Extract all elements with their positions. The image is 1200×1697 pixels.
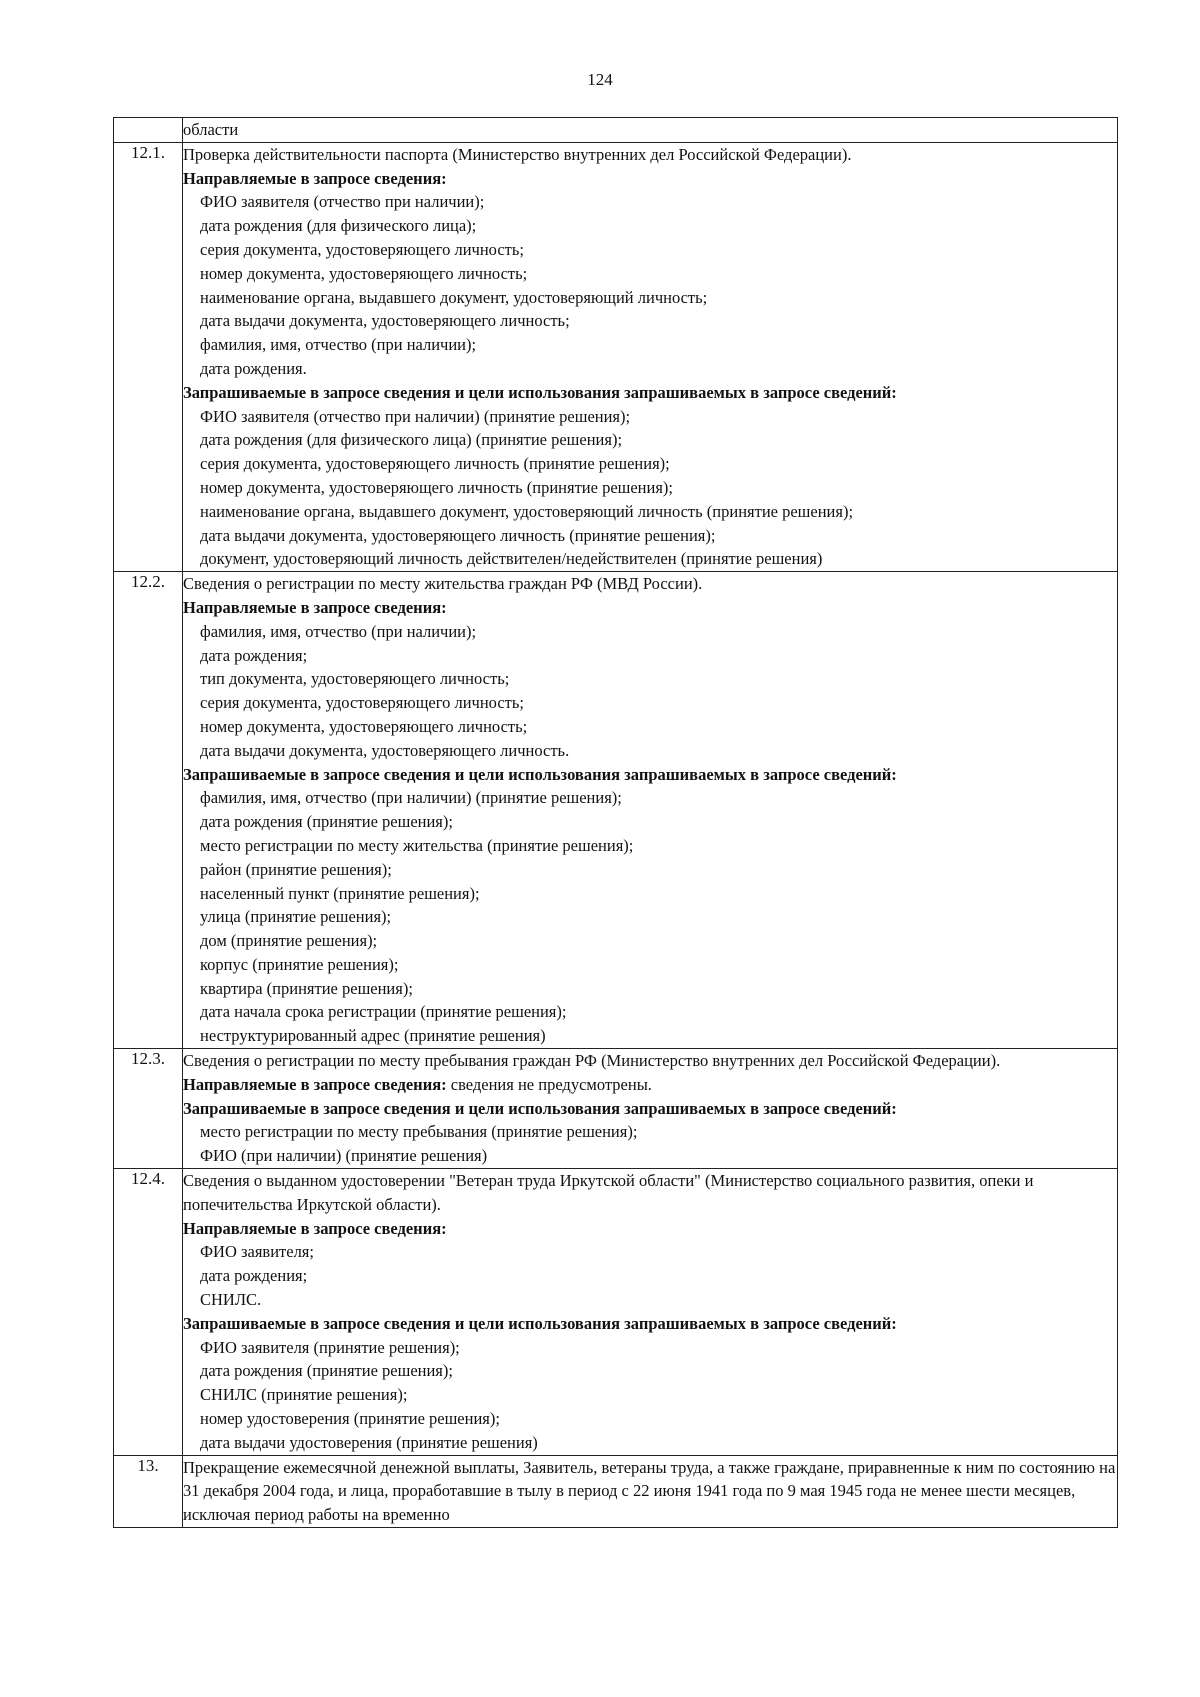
text-line (183, 190, 1117, 214)
line-text: номер документа, удостоверяющего личность; (200, 263, 528, 283)
row-content-cell (183, 1049, 1118, 1169)
line-text: дата рождения; (200, 645, 308, 665)
bold-label: Запрашиваемые в запросе сведения и цели использования запрашиваемых в запросе сведений: (183, 1313, 897, 1333)
line-text: неструктурированный адрес (принятие решения) (200, 1026, 546, 1046)
line-text: ФИО заявителя (отчество при наличии); (200, 192, 485, 212)
text-line (183, 1073, 1117, 1097)
table-row (114, 572, 1118, 1049)
text-line (183, 428, 1117, 452)
line-text: Сведения о выданном удостоверении "Ветеран труда Иркутской области" (Министерство социального развития, опеки и попечительства Иркутской области). (183, 1171, 1034, 1214)
bold-label: Направляемые в запросе сведения: (183, 168, 447, 188)
line-text: дата рождения (принятие решения); (200, 1361, 453, 1381)
text-line (183, 691, 1117, 715)
line-text: ФИО заявителя (принятие решения); (200, 1337, 460, 1357)
line-text: серия документа, удостоверяющего личность; (200, 693, 524, 713)
line-text: номер документа, удостоверяющего личность; (200, 716, 528, 736)
line-text: номер документа, удостоверяющего личность (принятие решения); (200, 477, 674, 497)
text-line (183, 452, 1117, 476)
text-line (183, 810, 1117, 834)
row-content-cell (183, 118, 1118, 143)
text-line (183, 1359, 1117, 1383)
text-line (183, 739, 1117, 763)
line-text: ФИО (при наличии) (принятие решения) (200, 1146, 488, 1166)
section-heading (183, 1312, 1117, 1336)
line-text: фамилия, имя, отчество (при наличии); (200, 621, 477, 641)
text-line (183, 405, 1117, 429)
text-line (183, 977, 1117, 1001)
text-line (183, 1383, 1117, 1407)
line-text: Прекращение ежемесячной денежной выплаты, Заявитель, ветераны труда, а также граждане, приравненные к ним по состоянию на 31 декабря 2004 года, и лица, проработавшие в тылу в период с 22 июня 1941 года по 9 мая 1945 года не менее шести месяцев, исключая период работы на временно (183, 1457, 1116, 1525)
text-line (183, 309, 1117, 333)
line-text: дата выдачи удостоверения (принятие решения) (200, 1432, 538, 1452)
bold-label: Направляемые в запросе сведения: (183, 597, 447, 617)
text-line (183, 524, 1117, 548)
table-row (114, 1049, 1118, 1169)
text-line (183, 882, 1117, 906)
bold-label: Направляемые в запросе сведения: (183, 1218, 447, 1238)
line-text: фамилия, имя, отчество (при наличии); (200, 335, 477, 355)
row-content-cell (183, 1455, 1118, 1527)
row-content-cell (183, 142, 1118, 571)
text-line (183, 1240, 1117, 1264)
text-line (183, 333, 1117, 357)
line-text: Сведения о регистрации по месту пребывания граждан РФ (Министерство внутренних дел Российской Федерации). (183, 1051, 1001, 1071)
text-line (183, 1000, 1117, 1024)
line-text: дата выдачи документа, удостоверяющего личность; (200, 311, 570, 331)
text-line (183, 238, 1117, 262)
bold-label: Запрашиваемые в запросе сведения и цели использования запрашиваемых в запросе сведений: (183, 764, 897, 784)
line-text: квартира (принятие решения); (200, 978, 413, 998)
text-line (183, 1456, 1117, 1527)
row-number-cell (114, 118, 183, 143)
text-line (183, 953, 1117, 977)
line-text: СНИЛС (принятие решения); (200, 1385, 408, 1405)
page-number: 124 (587, 70, 613, 89)
text-line (183, 1407, 1117, 1431)
line-text: дата рождения (для физического лица); (200, 216, 477, 236)
text-line (183, 715, 1117, 739)
text-line (183, 357, 1117, 381)
row-number-cell: 12.2. (114, 572, 183, 1049)
text-line (183, 1024, 1117, 1048)
text-line (183, 286, 1117, 310)
bold-label: Направляемые в запросе сведения: (183, 1074, 447, 1094)
text-line (183, 1264, 1117, 1288)
line-text: наименование органа, выдавшего документ, удостоверяющий личность; (200, 287, 708, 307)
line-text: сведения не предусмотрены. (446, 1074, 652, 1094)
line-text: дата выдачи документа, удостоверяющего личность (принятие решения); (200, 525, 716, 545)
line-text: СНИЛС. (200, 1290, 262, 1310)
line-text: район (принятие решения); (200, 859, 392, 879)
line-text: фамилия, имя, отчество (при наличии) (принятие решения); (200, 788, 622, 808)
text-line (183, 786, 1117, 810)
text-line (183, 476, 1117, 500)
text-line (183, 1336, 1117, 1360)
line-text: место регистрации по месту пребывания (принятие решения); (200, 1122, 638, 1142)
line-text: дата рождения (принятие решения); (200, 812, 453, 832)
row-number-cell: 13. (114, 1455, 183, 1527)
row-content-cell (183, 572, 1118, 1049)
text-line (183, 1169, 1117, 1217)
line-text: дата выдачи документа, удостоверяющего личность. (200, 740, 570, 760)
text-line (183, 1120, 1117, 1144)
section-heading (183, 381, 1117, 405)
text-line (183, 834, 1117, 858)
line-text: ФИО заявителя; (200, 1242, 314, 1262)
text-line (183, 1431, 1117, 1455)
text-line (183, 1144, 1117, 1168)
line-text: дом (принятие решения); (200, 931, 378, 951)
text-line (183, 620, 1117, 644)
text-line (183, 667, 1117, 691)
line-text: Сведения о регистрации по месту жительства граждан РФ (МВД России). (183, 574, 703, 594)
row-content-cell (183, 1169, 1118, 1456)
line-text: наименование органа, выдавшего документ, удостоверяющий личность (принятие решения); (200, 501, 854, 521)
text-line (183, 644, 1117, 668)
table-row (114, 1455, 1118, 1527)
text-line (183, 1049, 1117, 1073)
text-line (183, 143, 1117, 167)
section-heading (183, 763, 1117, 787)
line-text: области (183, 120, 239, 139)
line-text: корпус (принятие решения); (200, 954, 399, 974)
section-heading (183, 1097, 1117, 1121)
line-text: Проверка действительности паспорта (Министерство внутренних дел Российской Федерации). (183, 144, 852, 164)
table-row (114, 1169, 1118, 1456)
text-line (183, 118, 1117, 142)
row-number-cell: 12.3. (114, 1049, 183, 1169)
line-text: документ, удостоверяющий личность действителен/недействителен (принятие решения) (200, 549, 823, 569)
text-line (183, 1288, 1117, 1312)
line-text: ФИО заявителя (отчество при наличии) (принятие решения); (200, 406, 631, 426)
row-number-cell: 12.4. (114, 1169, 183, 1456)
line-text: тип документа, удостоверяющего личность; (200, 669, 510, 689)
text-line (183, 500, 1117, 524)
text-line (183, 547, 1117, 571)
line-text: населенный пункт (принятие решения); (200, 883, 480, 903)
bold-label: Запрашиваемые в запросе сведения и цели использования запрашиваемых в запросе сведений: (183, 1098, 897, 1118)
line-text: дата рождения. (200, 358, 307, 378)
row-number-cell: 12.1. (114, 142, 183, 571)
text-line (183, 572, 1117, 596)
section-heading (183, 596, 1117, 620)
line-text: номер удостоверения (принятие решения); (200, 1409, 500, 1429)
section-heading (183, 1217, 1117, 1241)
text-line (183, 262, 1117, 286)
line-text: серия документа, удостоверяющего личность (принятие решения); (200, 454, 670, 474)
section-heading (183, 167, 1117, 191)
table-row (114, 142, 1118, 571)
line-text: серия документа, удостоверяющего личность; (200, 239, 524, 259)
document-table (113, 117, 1118, 1528)
line-text: дата рождения; (200, 1266, 308, 1286)
text-line (183, 905, 1117, 929)
bold-label: Запрашиваемые в запросе сведения и цели использования запрашиваемых в запросе сведений: (183, 382, 897, 402)
line-text: дата рождения (для физического лица) (принятие решения); (200, 430, 623, 450)
text-line (183, 929, 1117, 953)
text-line (183, 214, 1117, 238)
table-row (114, 118, 1118, 143)
line-text: улица (принятие решения); (200, 907, 392, 927)
line-text: дата начала срока регистрации (принятие решения); (200, 1002, 567, 1022)
line-text: место регистрации по месту жительства (принятие решения); (200, 835, 634, 855)
text-line (183, 858, 1117, 882)
